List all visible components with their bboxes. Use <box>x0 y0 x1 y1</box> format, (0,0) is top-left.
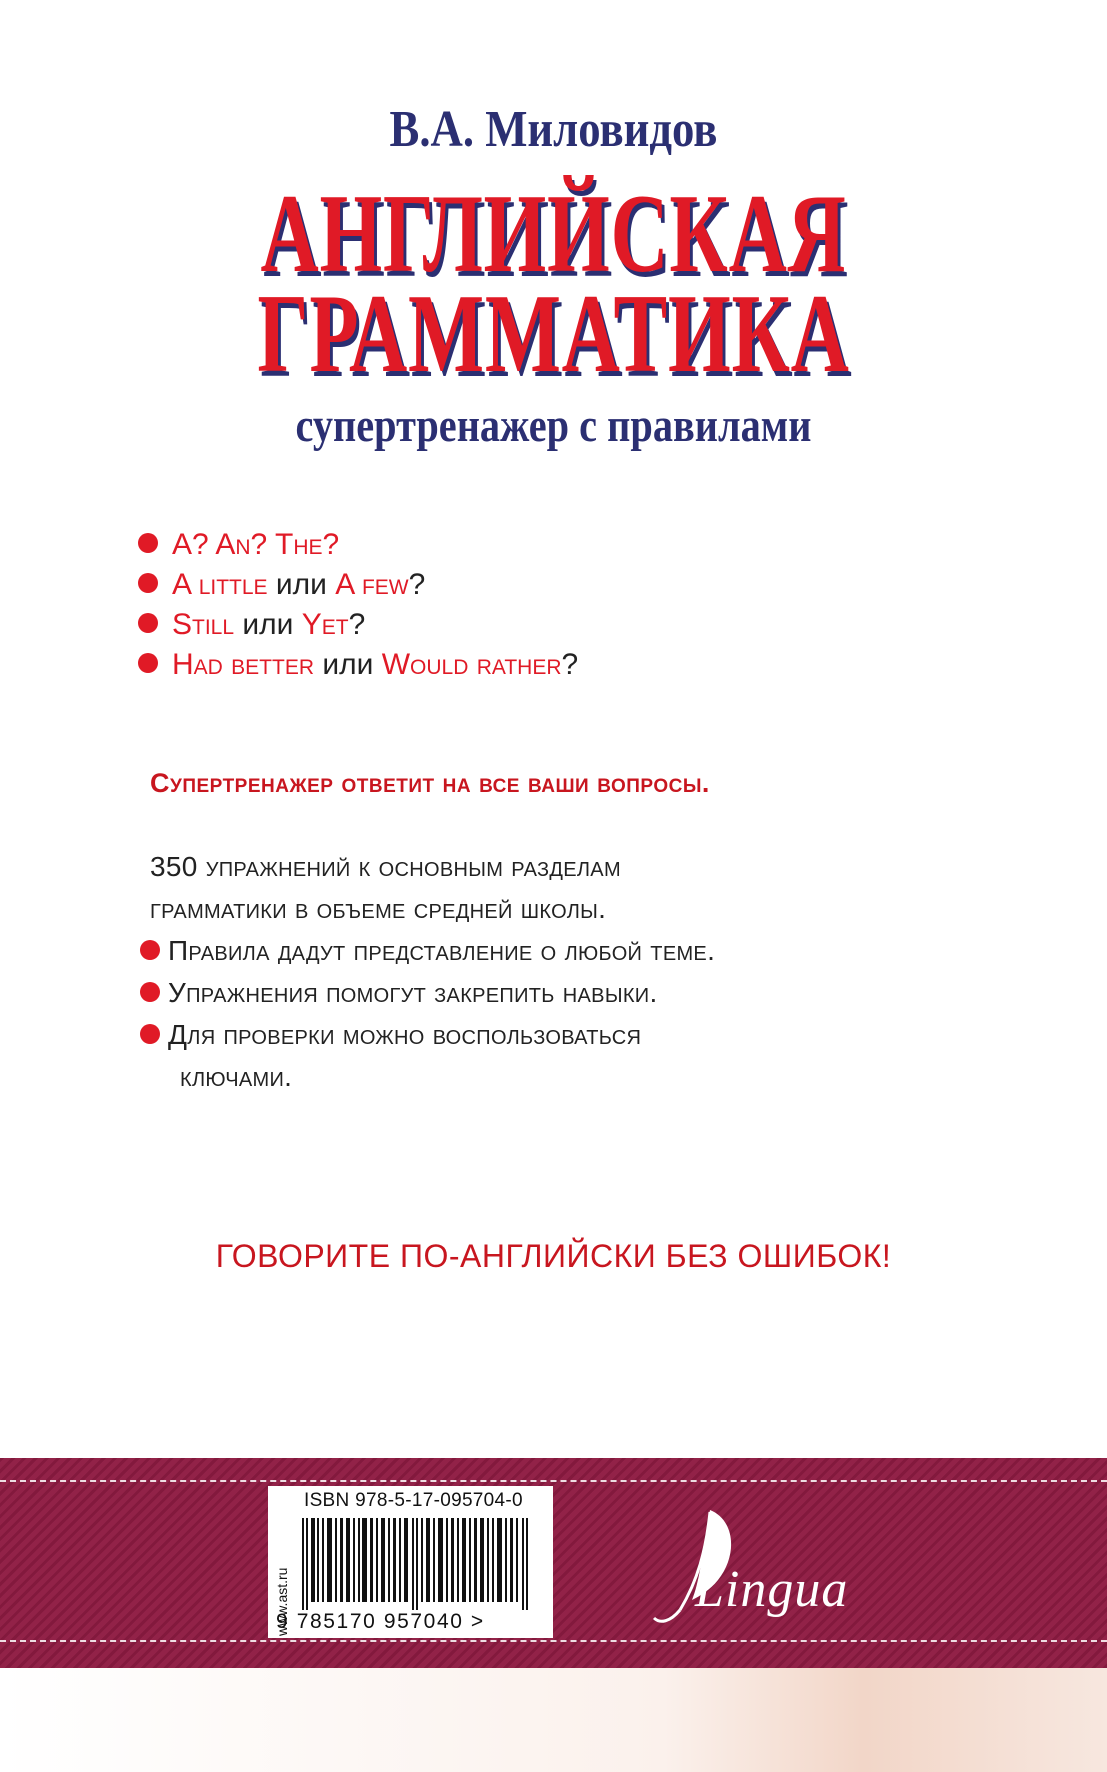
question-term: Yet <box>301 608 349 641</box>
question-term: A few <box>335 568 409 601</box>
isbn-text: ISBN 978-5-17-095704-0 <box>304 1490 523 1511</box>
book-title-line-1: АНГЛИЙСКАЯ <box>260 172 847 296</box>
author-name: В.А. Миловидов <box>389 101 718 158</box>
question-term: Would rather <box>381 648 562 681</box>
bottom-band <box>0 1458 1107 1668</box>
question-connector: или <box>314 648 382 681</box>
question-mark: ? <box>348 608 366 641</box>
feature-item <box>140 1014 715 1056</box>
feature-item <box>140 930 715 972</box>
description-line: 350 упражнений к основным разделам <box>150 851 621 882</box>
question-connector: или <box>234 608 302 641</box>
question-text: A? An? The? <box>172 528 340 561</box>
logo-wordmark: Lingua <box>695 1561 849 1618</box>
bullet-icon <box>138 613 158 633</box>
question-item <box>138 565 578 605</box>
bullet-icon <box>140 1024 160 1044</box>
tagline: Супертренажер ответит на все ваши вопросы. <box>150 768 710 798</box>
question-list <box>138 525 578 685</box>
question-term: A little <box>172 568 268 601</box>
feature-text: Упражнения помогут закрепить навыки. <box>168 977 658 1008</box>
feature-text: Правила дадут представление о любой теме. <box>168 935 716 966</box>
bullet-icon <box>140 940 160 960</box>
stitch-line-bottom <box>0 1640 1107 1642</box>
publisher-logo <box>640 1500 870 1640</box>
question-term: Had better <box>172 648 315 681</box>
question-item <box>138 645 578 685</box>
question-item <box>138 525 578 565</box>
barcode-image <box>302 1518 534 1610</box>
question-mark: ? <box>408 568 426 601</box>
bullet-icon <box>140 982 160 1002</box>
question-mark: ? <box>561 648 579 681</box>
barcode-digits: 9 785170 957040 > <box>276 1610 485 1633</box>
description-line: грамматики в объеме средней школы. <box>150 893 607 924</box>
slogan: ГОВОРИТЕ ПО-АНГЛИЙСКИ БЕЗ ОШИБОК! <box>215 1238 892 1274</box>
feature-list <box>140 930 715 1098</box>
description <box>150 846 621 930</box>
book-title-line-2: ГРАММАТИКА <box>257 272 850 396</box>
question-term: Still <box>172 608 235 641</box>
question-item <box>138 605 578 645</box>
bullet-icon <box>138 653 158 673</box>
publisher-url: www.ast.ru <box>274 1567 290 1636</box>
bullet-icon <box>138 573 158 593</box>
feature-text: Для проверки можно воспользоваться <box>168 1019 642 1050</box>
barcode-label <box>268 1486 553 1638</box>
footer-background <box>0 1668 1107 1772</box>
feature-item <box>140 972 715 1014</box>
bullet-icon <box>138 533 158 553</box>
feature-item-continuation: ключами. <box>180 1061 293 1092</box>
question-connector: или <box>267 568 336 601</box>
book-subtitle: супертренажер с правилами <box>295 399 812 452</box>
stitch-line-top <box>0 1480 1107 1482</box>
